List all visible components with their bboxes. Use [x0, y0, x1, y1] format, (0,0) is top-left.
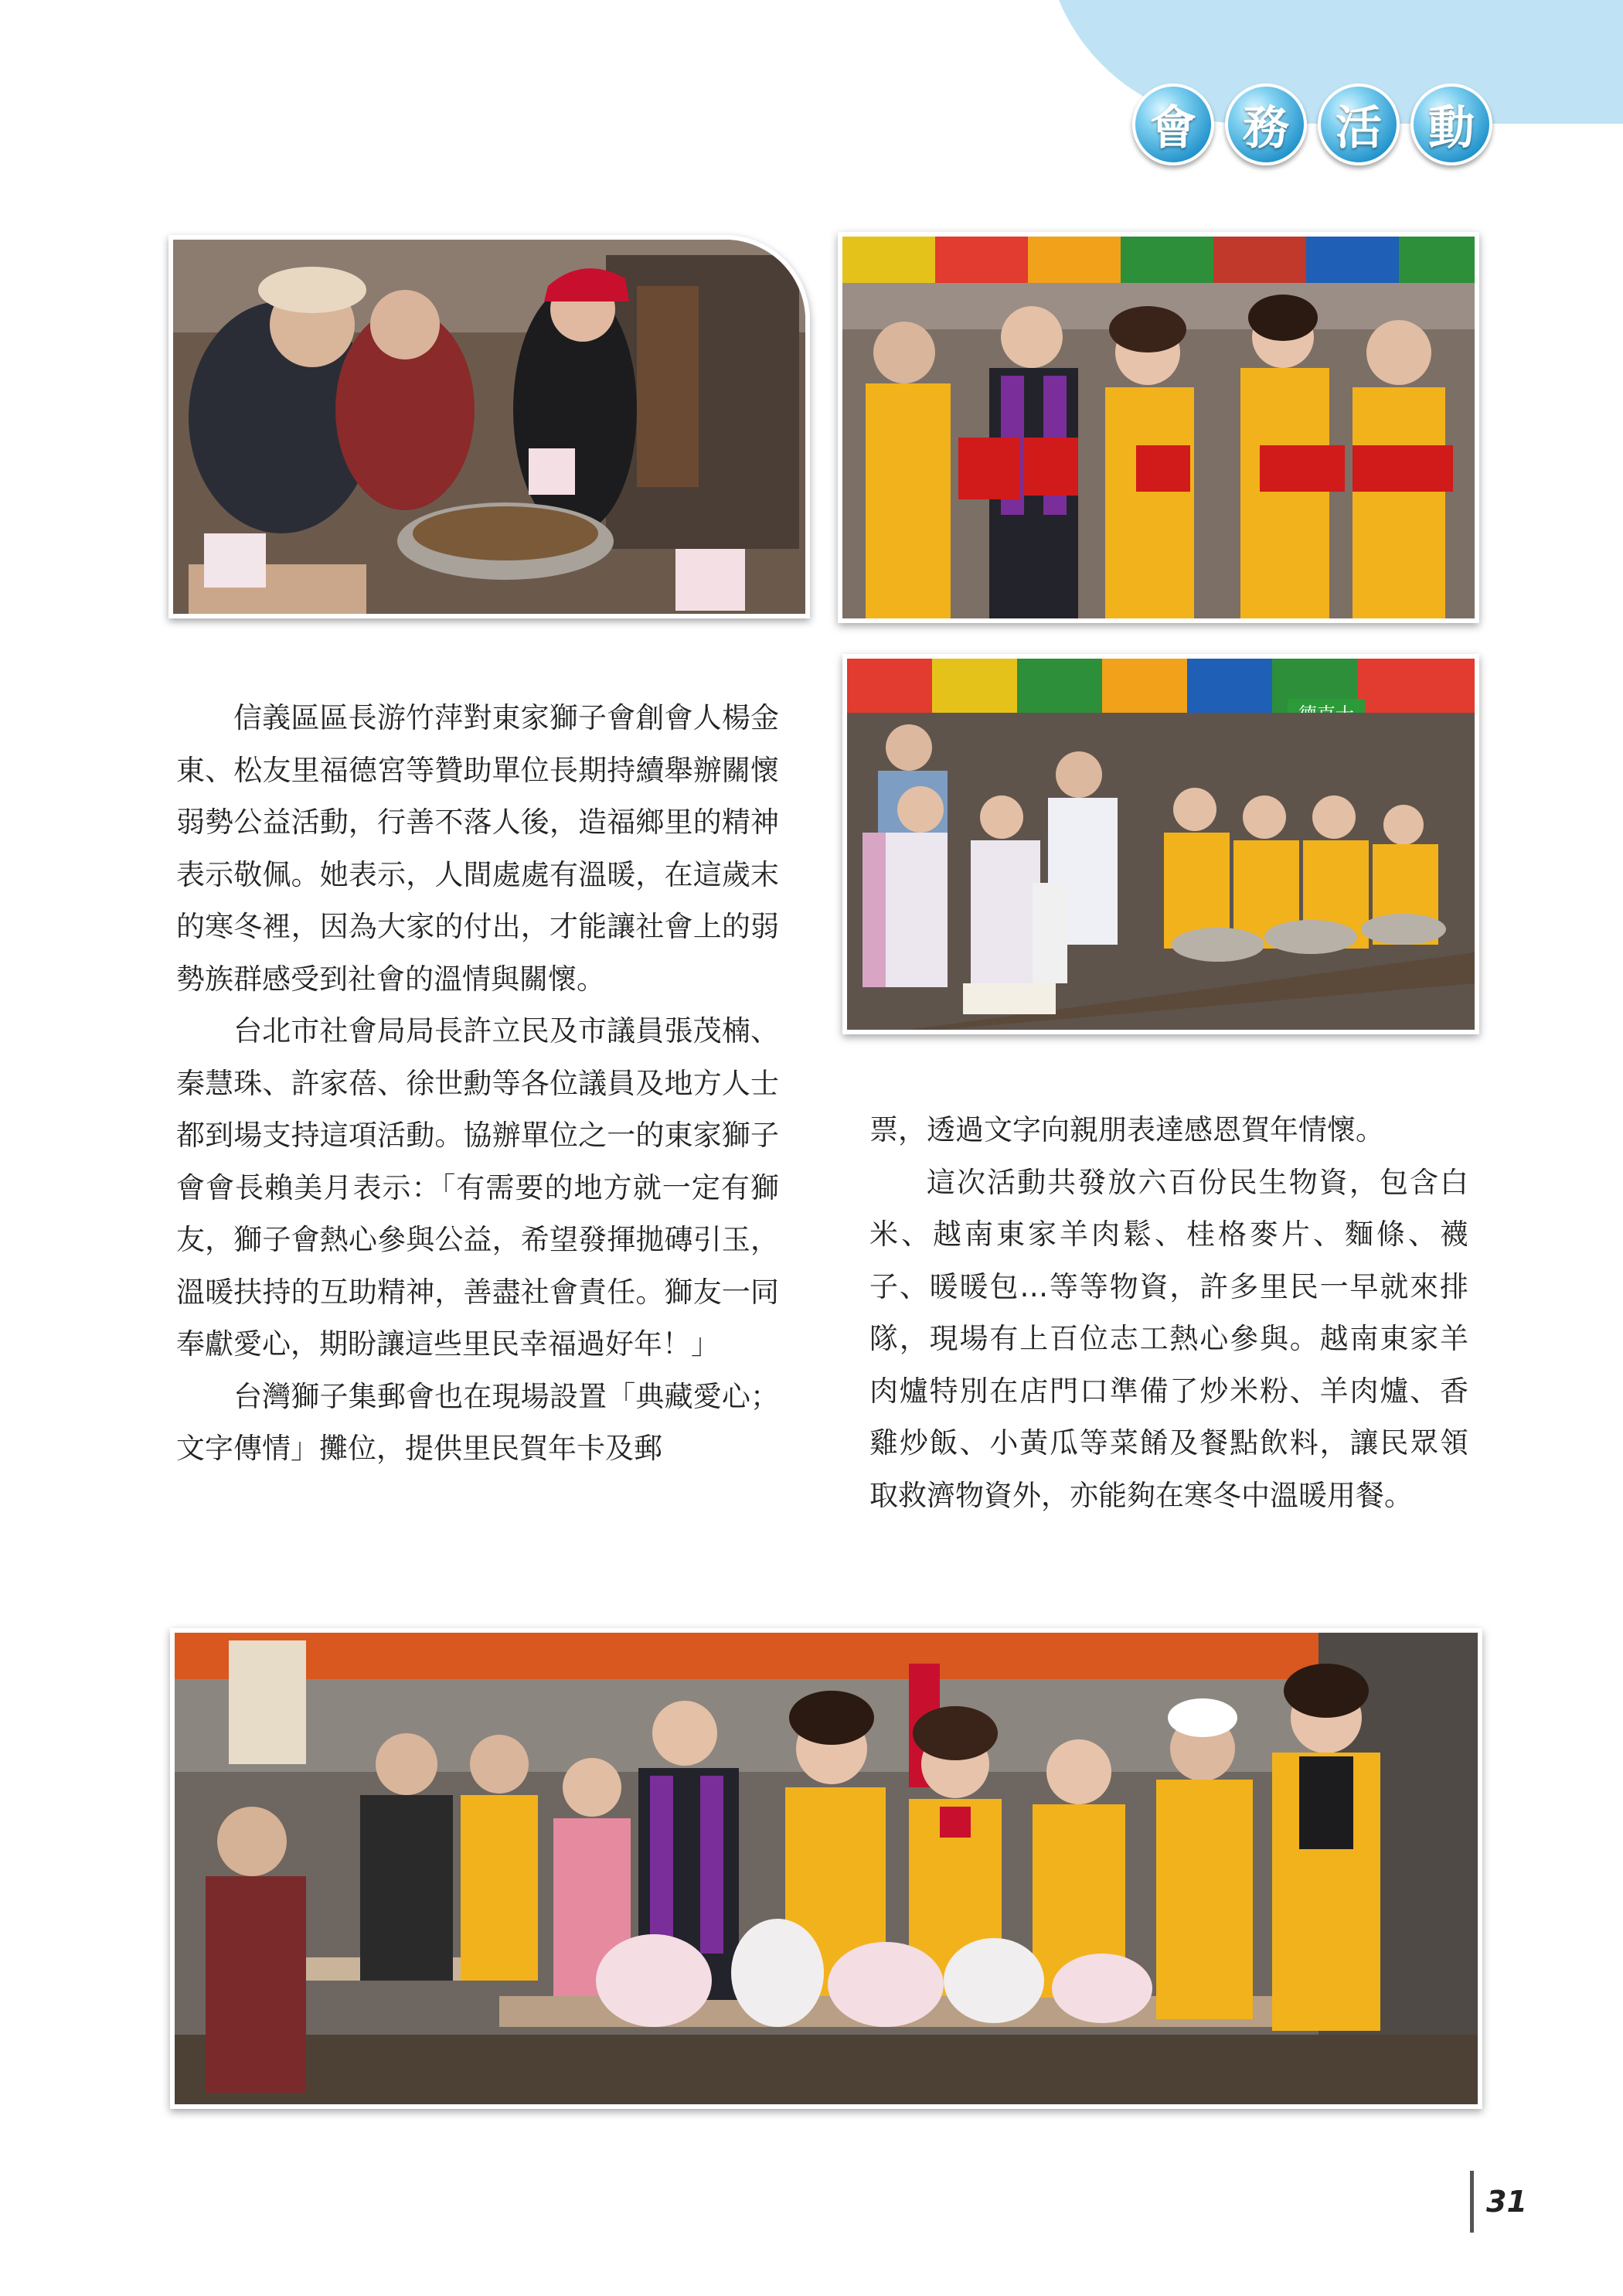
title-char-badge: 務 [1225, 83, 1307, 165]
title-char-badge: 活 [1318, 83, 1400, 165]
page-number: 31 [1470, 2171, 1527, 2233]
title-char-badge: 會 [1132, 83, 1214, 165]
title-char-badge: 動 [1410, 83, 1492, 165]
article-paragraph: 台灣獅子集郵會也在現場設置「典藏愛心；文字傳情」攤位，提供里民賀年卡及郵 [176, 1379, 779, 1465]
section-title [1132, 83, 1492, 165]
article-paragraph: 台北市社會局局長許立民及市議員張茂楠、秦慧珠、許家蓓、徐世勳等各位議員及地方人士都到場支持這項活動。協辦單位之一的東家獅子會會長賴美月表示：「有需要的地方就一定有獅友，獅子會熱心參與公益，希望發揮拋磚引玉，溫暖扶持的互助精神，善盡社會責任。獅友一同奉獻愛心，期盼讓這些里民幸福過好年！」 [176, 1014, 779, 1361]
article-column-left [176, 692, 779, 1475]
article-paragraph: 票，透過文字向親朋表達感恩賀年情懷。 [869, 1113, 1384, 1146]
photo-soup-serving [168, 235, 810, 618]
photo-red-envelopes [838, 232, 1479, 623]
photo-officials-with-red-envelopes-icon [842, 237, 1475, 618]
photo-group-with-gift-bags-icon [175, 1633, 1478, 2104]
photo-group-gifts [170, 1628, 1482, 2109]
photo-food-tables [842, 654, 1479, 1034]
photo-volunteers-at-food-tables-icon [847, 659, 1475, 1030]
article-paragraph: 信義區區長游竹萍對東家獅子會創會人楊金東、松友里福德宮等贊助單位長期持續舉辦關懷弱勢公益活動，行善不落人後，造福鄉里的精神表示敬佩。她表示，人間處處有溫暖，在這歲末的寒冬裡，因為大家的付出，才能讓社會上的弱勢族群感受到社會的溫情與關懷。 [176, 701, 779, 996]
article-paragraph: 這次活動共發放六百份民生物資，包含白米、越南東家羊肉鬆、桂格麥片、麵條、襪子、暖暖包…等等物資，許多里民一早就來排隊，現場有上百位志工熱心參與。越南東家羊肉爐特別在店門口準備了炒米粉、羊肉爐、香雞炒飯、小黃瓜等菜餚及餐點飲料，讓民眾領取救濟物資外，亦能夠在寒冬中溫暖用餐。 [869, 1165, 1468, 1512]
photo-volunteers-serving-soup-icon [173, 240, 805, 614]
article-column-right [869, 1104, 1468, 1521]
